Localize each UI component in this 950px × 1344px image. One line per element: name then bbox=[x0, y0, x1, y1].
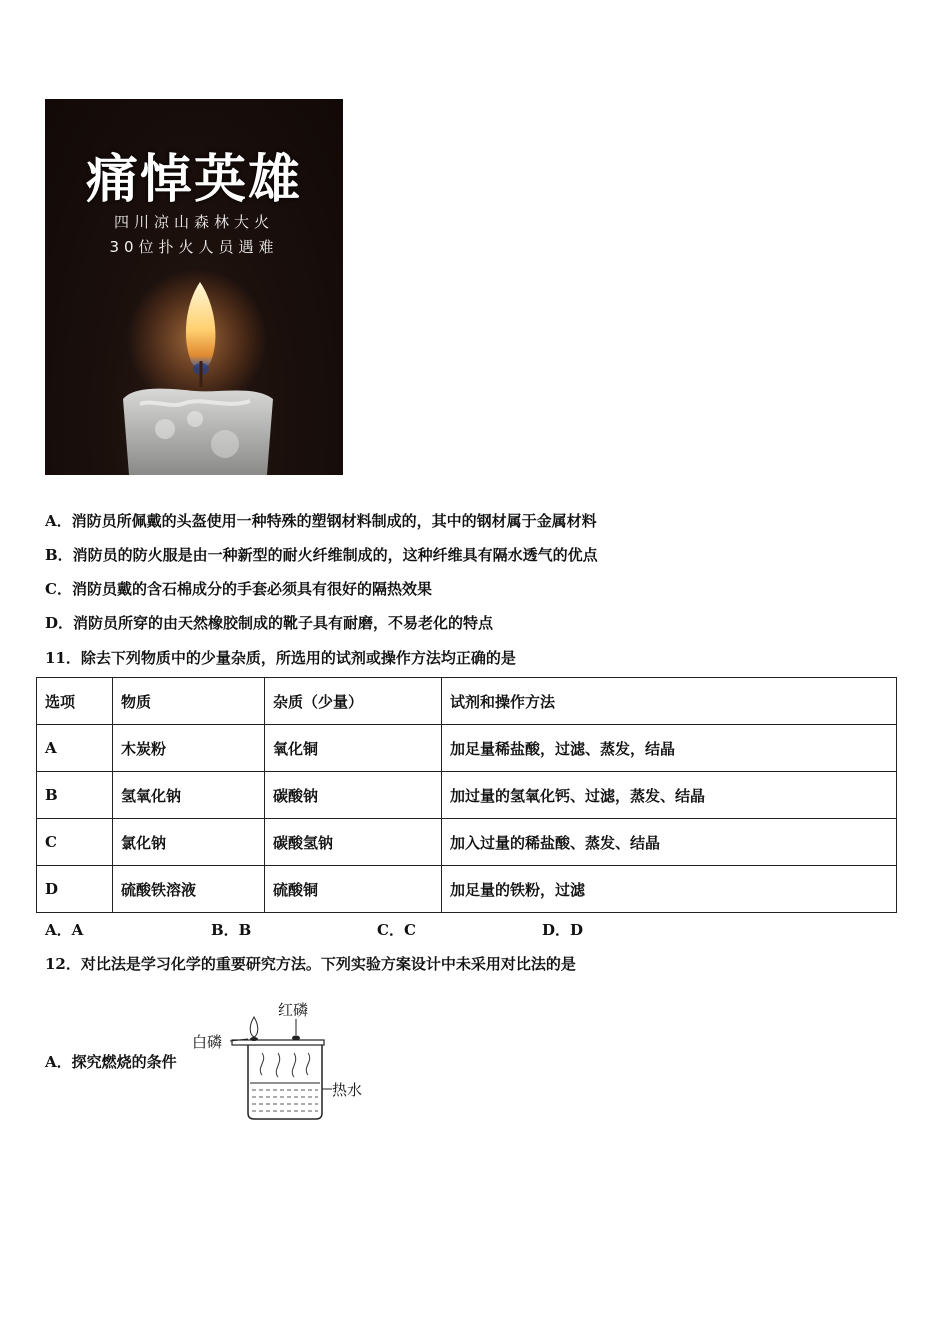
memorial-poster bbox=[45, 99, 343, 475]
q10-option-a: A．消防员所佩戴的头盔使用一种特殊的塑钢材料制成的，其中的钢材属于金属材料 bbox=[45, 512, 597, 530]
table-cell: 加足量的铁粉，过滤 bbox=[442, 866, 897, 913]
q11-table bbox=[36, 677, 897, 913]
q11-choice-c: C．C bbox=[377, 921, 416, 939]
table-cell: 碳酸氢钠 bbox=[265, 819, 442, 866]
table-cell: 加过量的氢氧化钙、过滤，蒸发、结晶 bbox=[442, 772, 897, 819]
table-cell: B bbox=[37, 772, 113, 819]
q10-option-c: C．消防员戴的含石棉成分的手套必须具有很好的隔热效果 bbox=[45, 580, 432, 598]
q11-choice-a: A．A bbox=[45, 921, 84, 939]
table-cell: 碳酸钠 bbox=[265, 772, 442, 819]
table-cell: 加足量稀盐酸，过滤、蒸发，结晶 bbox=[442, 725, 897, 772]
table-cell: C bbox=[37, 819, 113, 866]
table-cell: 硫酸铜 bbox=[265, 866, 442, 913]
table-cell: 硫酸铁溶液 bbox=[113, 866, 265, 913]
red-phosphorus-label: 红磷 bbox=[278, 1001, 309, 1019]
table-row bbox=[37, 772, 897, 819]
q12-stem: 12．对比法是学习化学的重要研究方法。下列实验方案设计中未采用对比法的是 bbox=[45, 955, 576, 973]
q12-option-a: A．探究燃烧的条件 bbox=[45, 1053, 177, 1071]
table-cell: 氯化钠 bbox=[113, 819, 265, 866]
table-cell: A bbox=[37, 725, 113, 772]
header-cell: 试剂和操作方法 bbox=[442, 678, 897, 725]
table-row bbox=[37, 866, 897, 913]
table-cell: 氢氧化钠 bbox=[113, 772, 265, 819]
table-row bbox=[37, 819, 897, 866]
q11-stem: 11．除去下列物质中的少量杂质，所选用的试剂或操作方法均正确的是 bbox=[45, 649, 516, 667]
poster-subtitle-line1: 四川凉山森林大火 bbox=[113, 213, 274, 231]
table-cell: 加入过量的稀盐酸、蒸发、结晶 bbox=[442, 819, 897, 866]
white-phosphorus-label: 白磷 bbox=[192, 1033, 223, 1051]
table-cell: 氧化铜 bbox=[265, 725, 442, 772]
table-header-row bbox=[37, 678, 897, 725]
q10-option-d: D．消防员所穿的由天然橡胶制成的靴子具有耐磨，不易老化的特点 bbox=[45, 614, 494, 632]
poster-subtitle-line2: 30位扑火人员遇难 bbox=[109, 238, 279, 256]
q11-choice-d: D．D bbox=[542, 921, 584, 939]
poster-title: 痛悼英雄 bbox=[85, 150, 302, 210]
header-cell: 杂质（少量） bbox=[265, 678, 442, 725]
q10-option-b: B．消防员的防火服是由一种新型的耐火纤维制成的，这种纤维具有隔水透气的优点 bbox=[45, 546, 598, 564]
hot-water-label: 热水 bbox=[332, 1081, 363, 1099]
table-cell: 木炭粉 bbox=[113, 725, 265, 772]
header-cell: 选项 bbox=[37, 678, 113, 725]
table-cell: D bbox=[37, 866, 113, 913]
combustion-experiment-diagram bbox=[190, 995, 370, 1125]
table-row bbox=[37, 725, 897, 772]
q11-choice-b: B．B bbox=[211, 921, 252, 939]
header-cell: 物质 bbox=[113, 678, 265, 725]
